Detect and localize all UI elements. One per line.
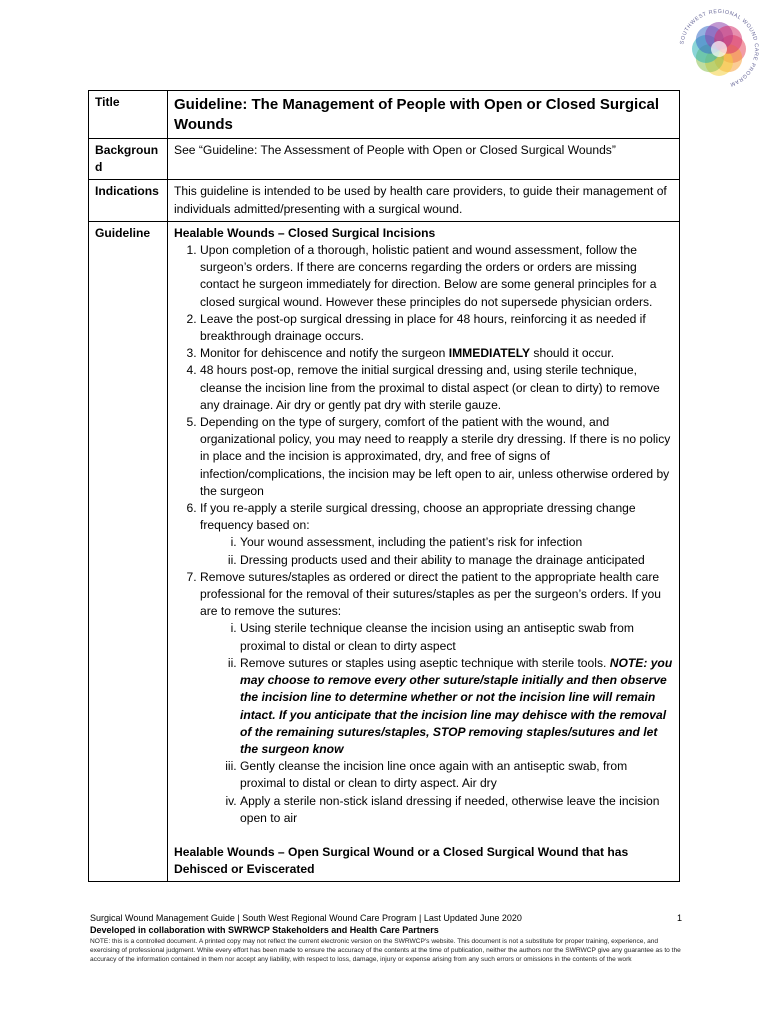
guideline-table [88,90,680,882]
background-text: See “Guideline: The Assessment of People with Open or Closed Surgical Wounds” [168,139,680,180]
list-item: 2. Leave the post-op surgical dressing in place for 48 hours, reinforcing it as needed if breakthrough drainage occurs. [200,311,673,345]
logo-center [711,41,727,57]
footer-collaboration: Developed in collaboration with SWRWCP Stakeholders and Health Care Partners [90,925,439,935]
title-label: Title [89,91,168,139]
list-item [200,345,673,362]
step-text: Remove sutures or staples using aseptic technique with sterile tools. [240,655,610,670]
list-item [200,500,673,569]
logo-petals [692,22,746,76]
suture-removal-steps [200,620,673,826]
step-text: Monitor for dehiscence and notify the surgeon [200,346,449,361]
note-text: NOTE: you may choose to remove every other suture/staple initially and then observe the incision line to determine whether or not the incision line will remain intact. If you anticipate that the incision line may dehisce with the removal of the remaining sutures/staples, STOP removing staples/sutures and let the surgeon know [240,655,673,756]
emphasis-text: IMMEDIATELY [448,346,531,361]
indications-row [89,180,680,221]
step-text: Remove sutures/staples as ordered or direct the patient to the appropriate health care professional for the removal of their sutures/staples as per the surgeon’s orders. If you are to remove the sutures: [200,569,661,619]
section-heading-closed-incisions: Healable Wounds – Closed Surgical Incisions [174,225,436,240]
section-heading-open-wounds: Healable Wounds – Open Surgical Wound or a Closed Surgical Wound that has Dehisced or Eviscerated [174,844,629,877]
list-item: 4. 48 hours post-op, remove the initial surgical dressing and, using sterile technique, cleanse the incision line from the proximal to distal aspect (or clean to dirty) to remove any drainage. Air dry or gently pat dry with sterile gauze. [200,362,673,414]
indications-label: Indications [89,180,168,221]
list-item: 1. Upon completion of a thorough, holistic patient and wound assessment, follow the surgeon’s orders. If there are concerns regarding the orders or orders are missing contact he surgeon immediately for direction. Below are some general principles for a closed surgical wound. However these principles do not supersede physician orders. [200,242,673,311]
list-item: i. Your wound assessment, including the patient’s risk for infection [240,534,673,551]
step-text: should it occur. [530,346,615,361]
list-item: ii. Dressing products used and their ability to manage the drainage anticipated [240,552,673,569]
page-number: 1 [676,913,682,923]
guideline-row [89,221,680,882]
background-label: Background [89,139,168,180]
footer-title: Surgical Wound Management Guide | South West Regional Wound Care Program | Last Updated June 2020 [90,913,522,923]
program-logo [676,6,762,92]
dressing-frequency-factors [200,534,673,568]
indications-text: This guideline is intended to be used by health care providers, to guide their management of individuals admitted/presenting with a surgical wound. [168,180,680,221]
guideline-steps [174,242,673,827]
list-item: iv. Apply a sterile non-stick island dressing if needed, otherwise leave the incision open to air [240,793,673,827]
title-row [89,91,680,139]
title-cell [168,91,680,139]
list-item: 5. Depending on the type of surgery, comfort of the patient with the wound, and organizational policy, you may need to reapply a sterile dry dressing. If there is no policy in place and the incision is approximated, dry, and free of signs of infection/complications, the incision may be left open to air, unless otherwise ordered by the surgeon [200,414,673,500]
footer-disclaimer: NOTE: this is a controlled document. A printed copy may not reflect the current electronic version on the SWRWCP’s website. This document is not a substitute for proper training, experience, and exercising of professional judgment. While every effort has been made to ensure the accuracy of the contents at the time of publication, neither the authors nor the SWRWCP give any guarantee as to the accuracy of the information contained in them nor accept any liability, with respect to loss, damage, injury or expense arising from any such errors or omissions in the contents of the work [90,938,681,963]
document-title: Guideline: The Management of People with Open or Closed Surgical Wounds [174,96,660,133]
guideline-label: Guideline [89,221,168,882]
page-footer [90,912,682,964]
logo-text: SOUTHWEST REGIONAL WOUND CARE PROGRAM [679,8,760,88]
list-item: iii. Gently cleanse the incision line once again with an antiseptic swab, from proximal to distal or clean to dirty aspect. Air dry [240,758,673,792]
list-item [200,569,673,827]
list-item [240,655,673,758]
background-row [89,139,680,180]
step-text: If you re-apply a sterile surgical dressing, choose an appropriate dressing change frequency based on: [200,501,636,533]
guideline-body [168,221,680,882]
footer-line [90,912,682,924]
list-item: i. Using sterile technique cleanse the incision using an antiseptic swab from proximal to distal or clean to dirty aspect [240,620,673,654]
